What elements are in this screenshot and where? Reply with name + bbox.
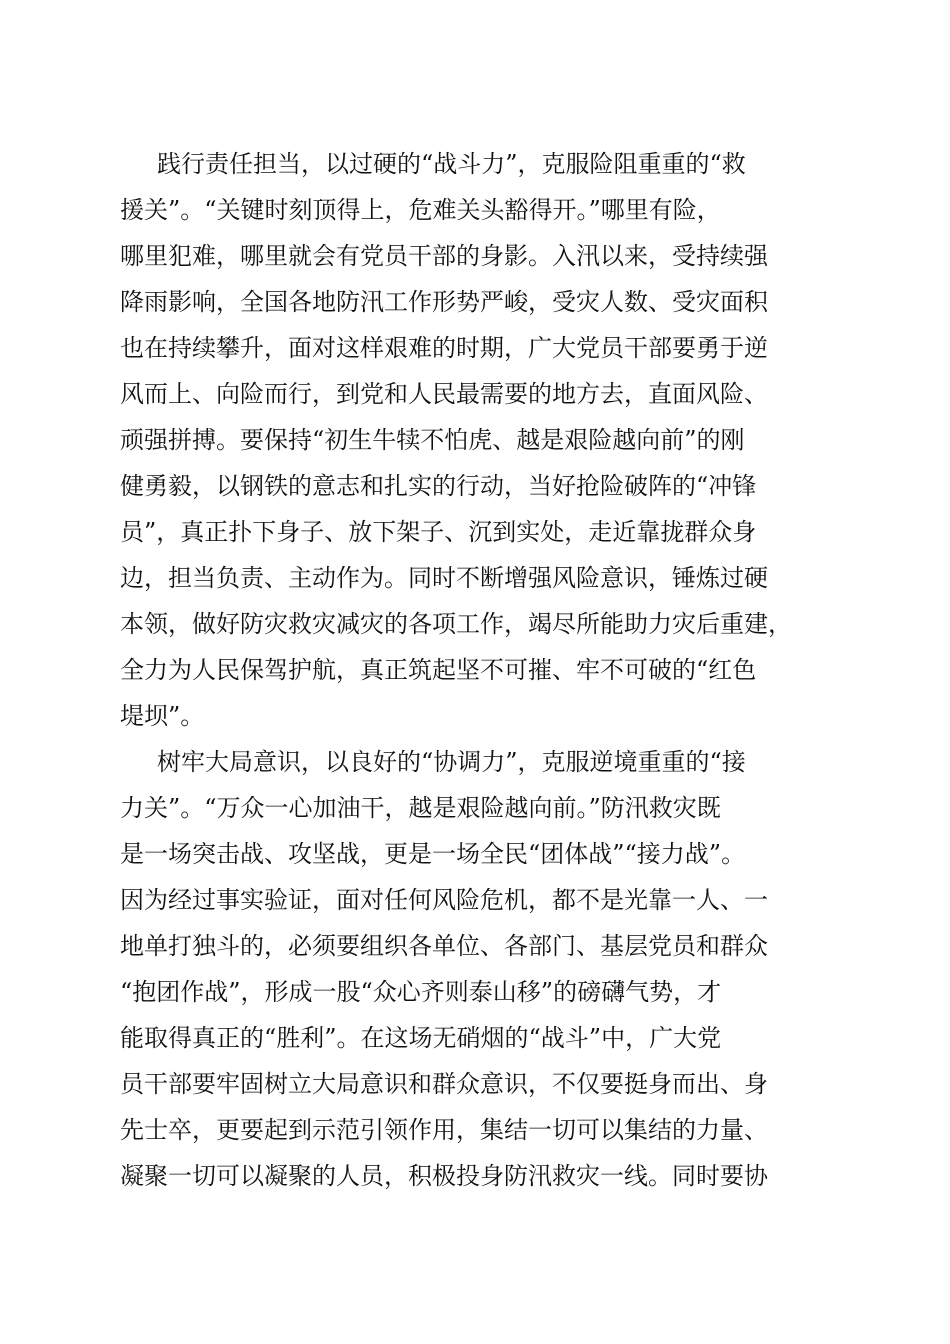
paragraph-line: 健勇毅，以钢铁的意志和扎实的行动，当好抢险破阵的“冲锋 [120, 472, 757, 500]
paragraph-line: 先士卒，更要起到示范引领作用，集结一切可以集结的力量、 [120, 1116, 768, 1144]
paragraph-line: 力关”。“万众一心加油干，越是艰险越向前。”防汛救灾既 [120, 794, 721, 822]
paragraph-line: 堤坝”。 [120, 702, 205, 730]
paragraph-line: 也在持续攀升，面对这样艰难的时期，广大党员干部要勇于逆 [120, 334, 768, 362]
paragraph-line: “抱团作战”，形成一股“众心齐则泰山移”的磅礴气势，才 [120, 978, 722, 1006]
paragraph-line: 员干部要牢固树立大局意识和群众意识，不仅要挺身而出、身 [120, 1070, 768, 1098]
paragraph-line: 因为经过事实验证，面对任何风险危机，都不是光靠一人、一 [120, 886, 768, 914]
paragraph-line: 凝聚一切可以凝聚的人员，积极投身防汛救灾一线。同时要协 [120, 1162, 768, 1190]
paragraph-line: 是一场突击战、攻坚战，更是一场全民“团体战”“接力战”。 [120, 840, 746, 868]
paragraph-line: 践行责任担当，以过硬的“战斗力”，克服险阻重重的“救 [157, 150, 746, 178]
paragraph-line: 降雨影响，全国各地防汛工作形势严峻，受灾人数、受灾面积 [120, 288, 768, 316]
paragraph-line: 地单打独斗的，必须要组织各单位、各部门、基层党员和群众 [120, 932, 768, 960]
paragraph-line: 能取得真正的“胜利”。在这场无硝烟的“战斗”中，广大党 [120, 1024, 722, 1052]
paragraph-responsibility [120, 141, 830, 739]
paragraph-line: 援关”。“关键时刻顶得上，危难关头豁得开。”哪里有险， [120, 196, 721, 224]
document-body [120, 141, 830, 1199]
paragraph-line: 哪里犯难，哪里就会有党员干部的身影。入汛以来，受持续强 [120, 242, 768, 270]
paragraph-line: 边，担当负责、主动作为。同时不断增强风险意识，锤炼过硬 [120, 564, 768, 592]
paragraph-line: 顽强拼搏。要保持“初生牛犊不怕虎、越是艰险越向前”的刚 [120, 426, 745, 454]
paragraph-overall-awareness [120, 739, 830, 1199]
paragraph-line: 本领，做好防灾救灾减灾的各项工作，竭尽所能助力灾后重建， [120, 610, 792, 638]
paragraph-line: 风而上、向险而行，到党和人民最需要的地方去，直面风险、 [120, 380, 768, 408]
paragraph-line: 全力为人民保驾护航，真正筑起坚不可摧、牢不可破的“红色 [120, 656, 757, 684]
paragraph-line: 树牢大局意识，以良好的“协调力”，克服逆境重重的“接 [157, 748, 746, 776]
paragraph-line: 员”，真正扑下身子、放下架子、沉到实处，走近靠拢群众身 [120, 518, 757, 546]
